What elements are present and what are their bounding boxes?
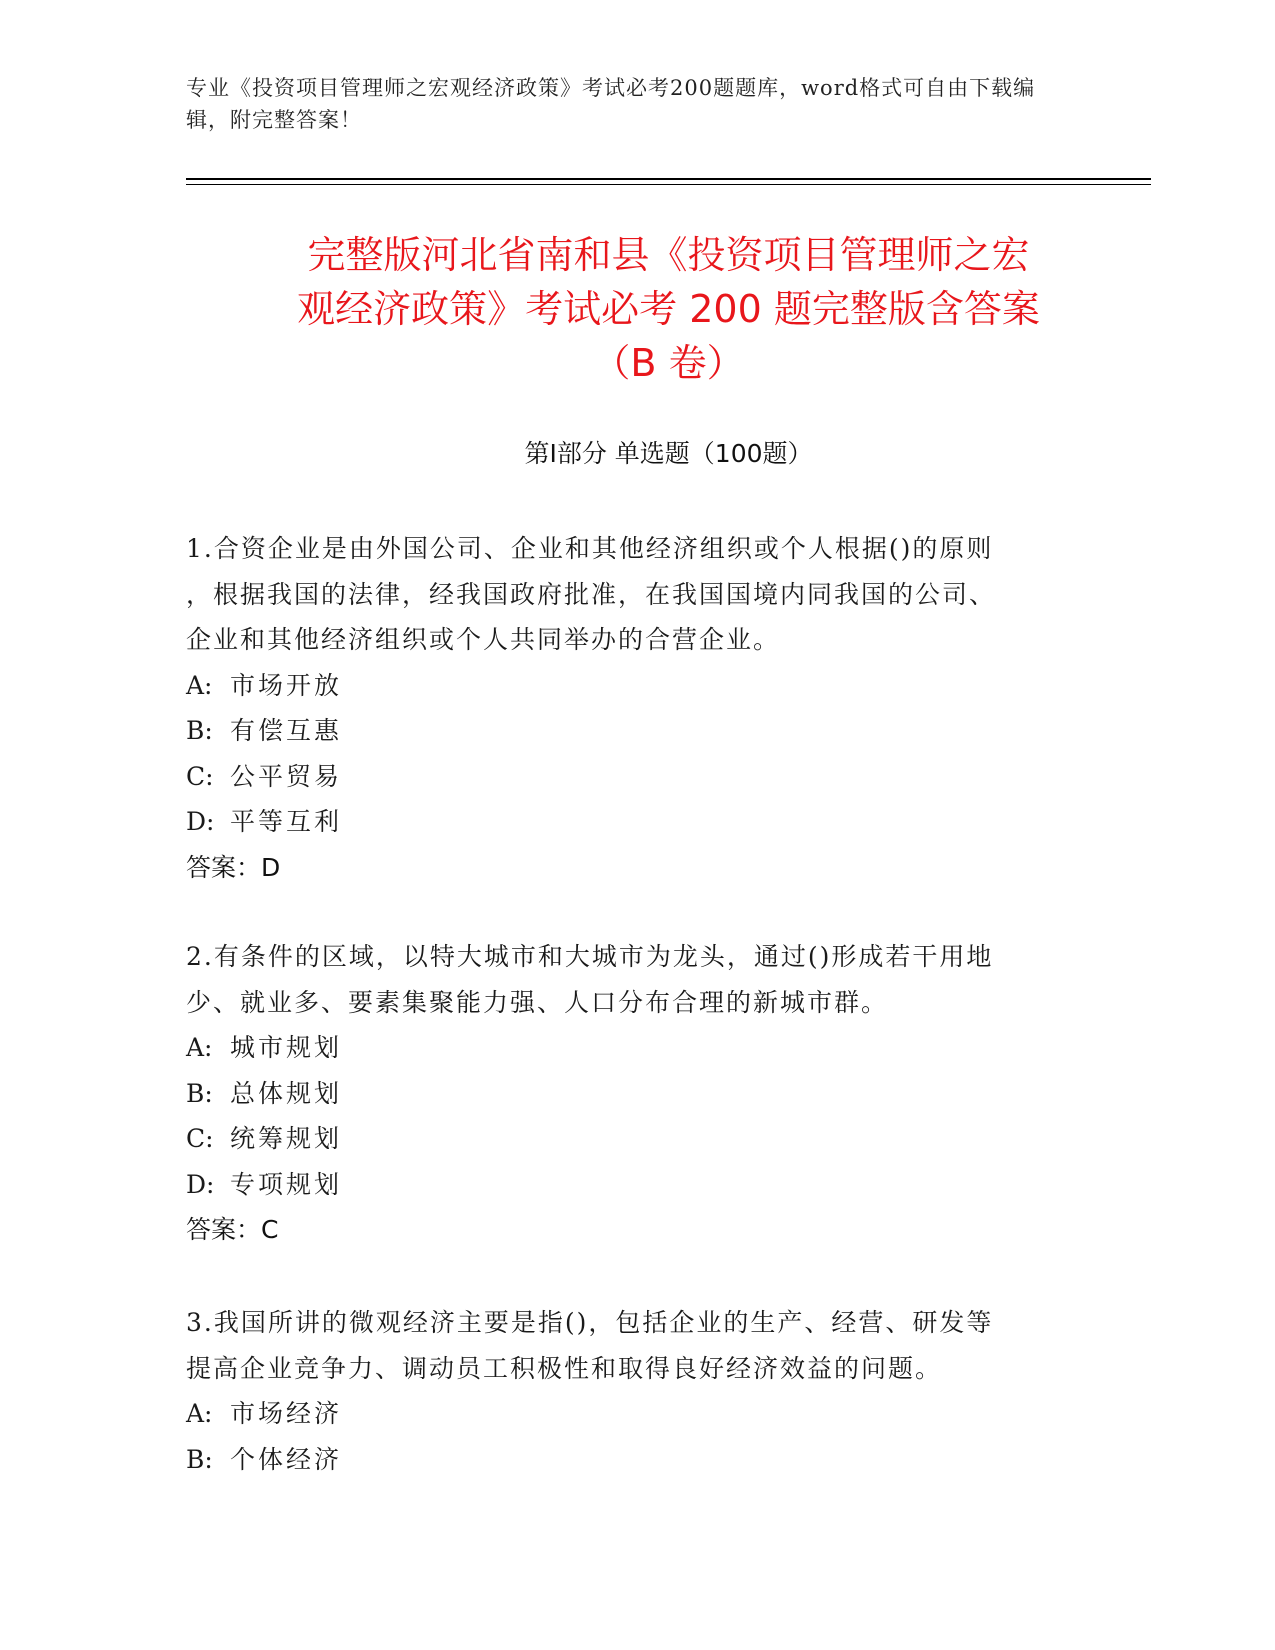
option-a: A: 城市规划 — [186, 1033, 343, 1062]
question-stem-line: 企业和其他经济组织或个人共同举办的合营企业。 — [186, 625, 781, 654]
question-stem-line: 3.我国所讲的微观经济主要是指()，包括企业的生产、经营、研发等 — [186, 1308, 994, 1337]
question-stem-line: 2.有条件的区域，以特大城市和大城市为龙头，通过()形成若干用地 — [186, 942, 994, 971]
question-stem-line: 少、就业多、要素集聚能力强、人口分布合理的新城市群。 — [186, 987, 889, 1017]
question-stem-line: 提高企业竞争力、调动员工积极性和取得良好经济效益的问题。 — [186, 1353, 943, 1383]
answer: 答案：C — [186, 1215, 279, 1244]
option-a: A: 市场经济 — [186, 1399, 343, 1428]
option-c: C: 公平贸易 — [186, 761, 343, 791]
section-heading: 第Ⅰ部分 单选题（100题） — [524, 439, 813, 468]
title-line: （B 卷） — [592, 341, 745, 385]
question-1 — [186, 526, 1066, 890]
header-rule-thin — [186, 184, 1151, 185]
option-b: B: 个体经济 — [186, 1444, 343, 1474]
option-d: D: 平等互利 — [186, 807, 343, 836]
question-3 — [186, 1300, 1066, 1482]
option-b: B: 有偿互惠 — [186, 716, 343, 745]
answer: 答案：D — [186, 852, 281, 882]
option-b: B: 总体规划 — [186, 1078, 343, 1108]
document-title — [186, 228, 1151, 390]
option-a: A: 市场开放 — [186, 670, 343, 700]
question-2 — [186, 934, 1066, 1253]
header-note: 专业《投资项目管理师之宏观经济政策》考试必考200题题库，word格式可自由下载编辑，附完整答案！ — [186, 76, 1036, 132]
option-d: D: 专项规划 — [186, 1169, 343, 1199]
header-rule-thick — [186, 178, 1151, 180]
question-stem-line: ，根据我国的法律，经我国政府批准，在我国国境内同我国的公司、 — [186, 579, 997, 609]
option-c: C: 统筹规划 — [186, 1124, 343, 1153]
title-line: 完整版河北省南和县《投资项目管理师之宏 — [307, 233, 1030, 277]
title-line: 观经济政策》考试必考 200 题完整版含答案 — [297, 287, 1040, 331]
question-stem-line: 1.合资企业是由外国公司、企业和其他经济组织或个人根据()的原则 — [186, 534, 994, 563]
